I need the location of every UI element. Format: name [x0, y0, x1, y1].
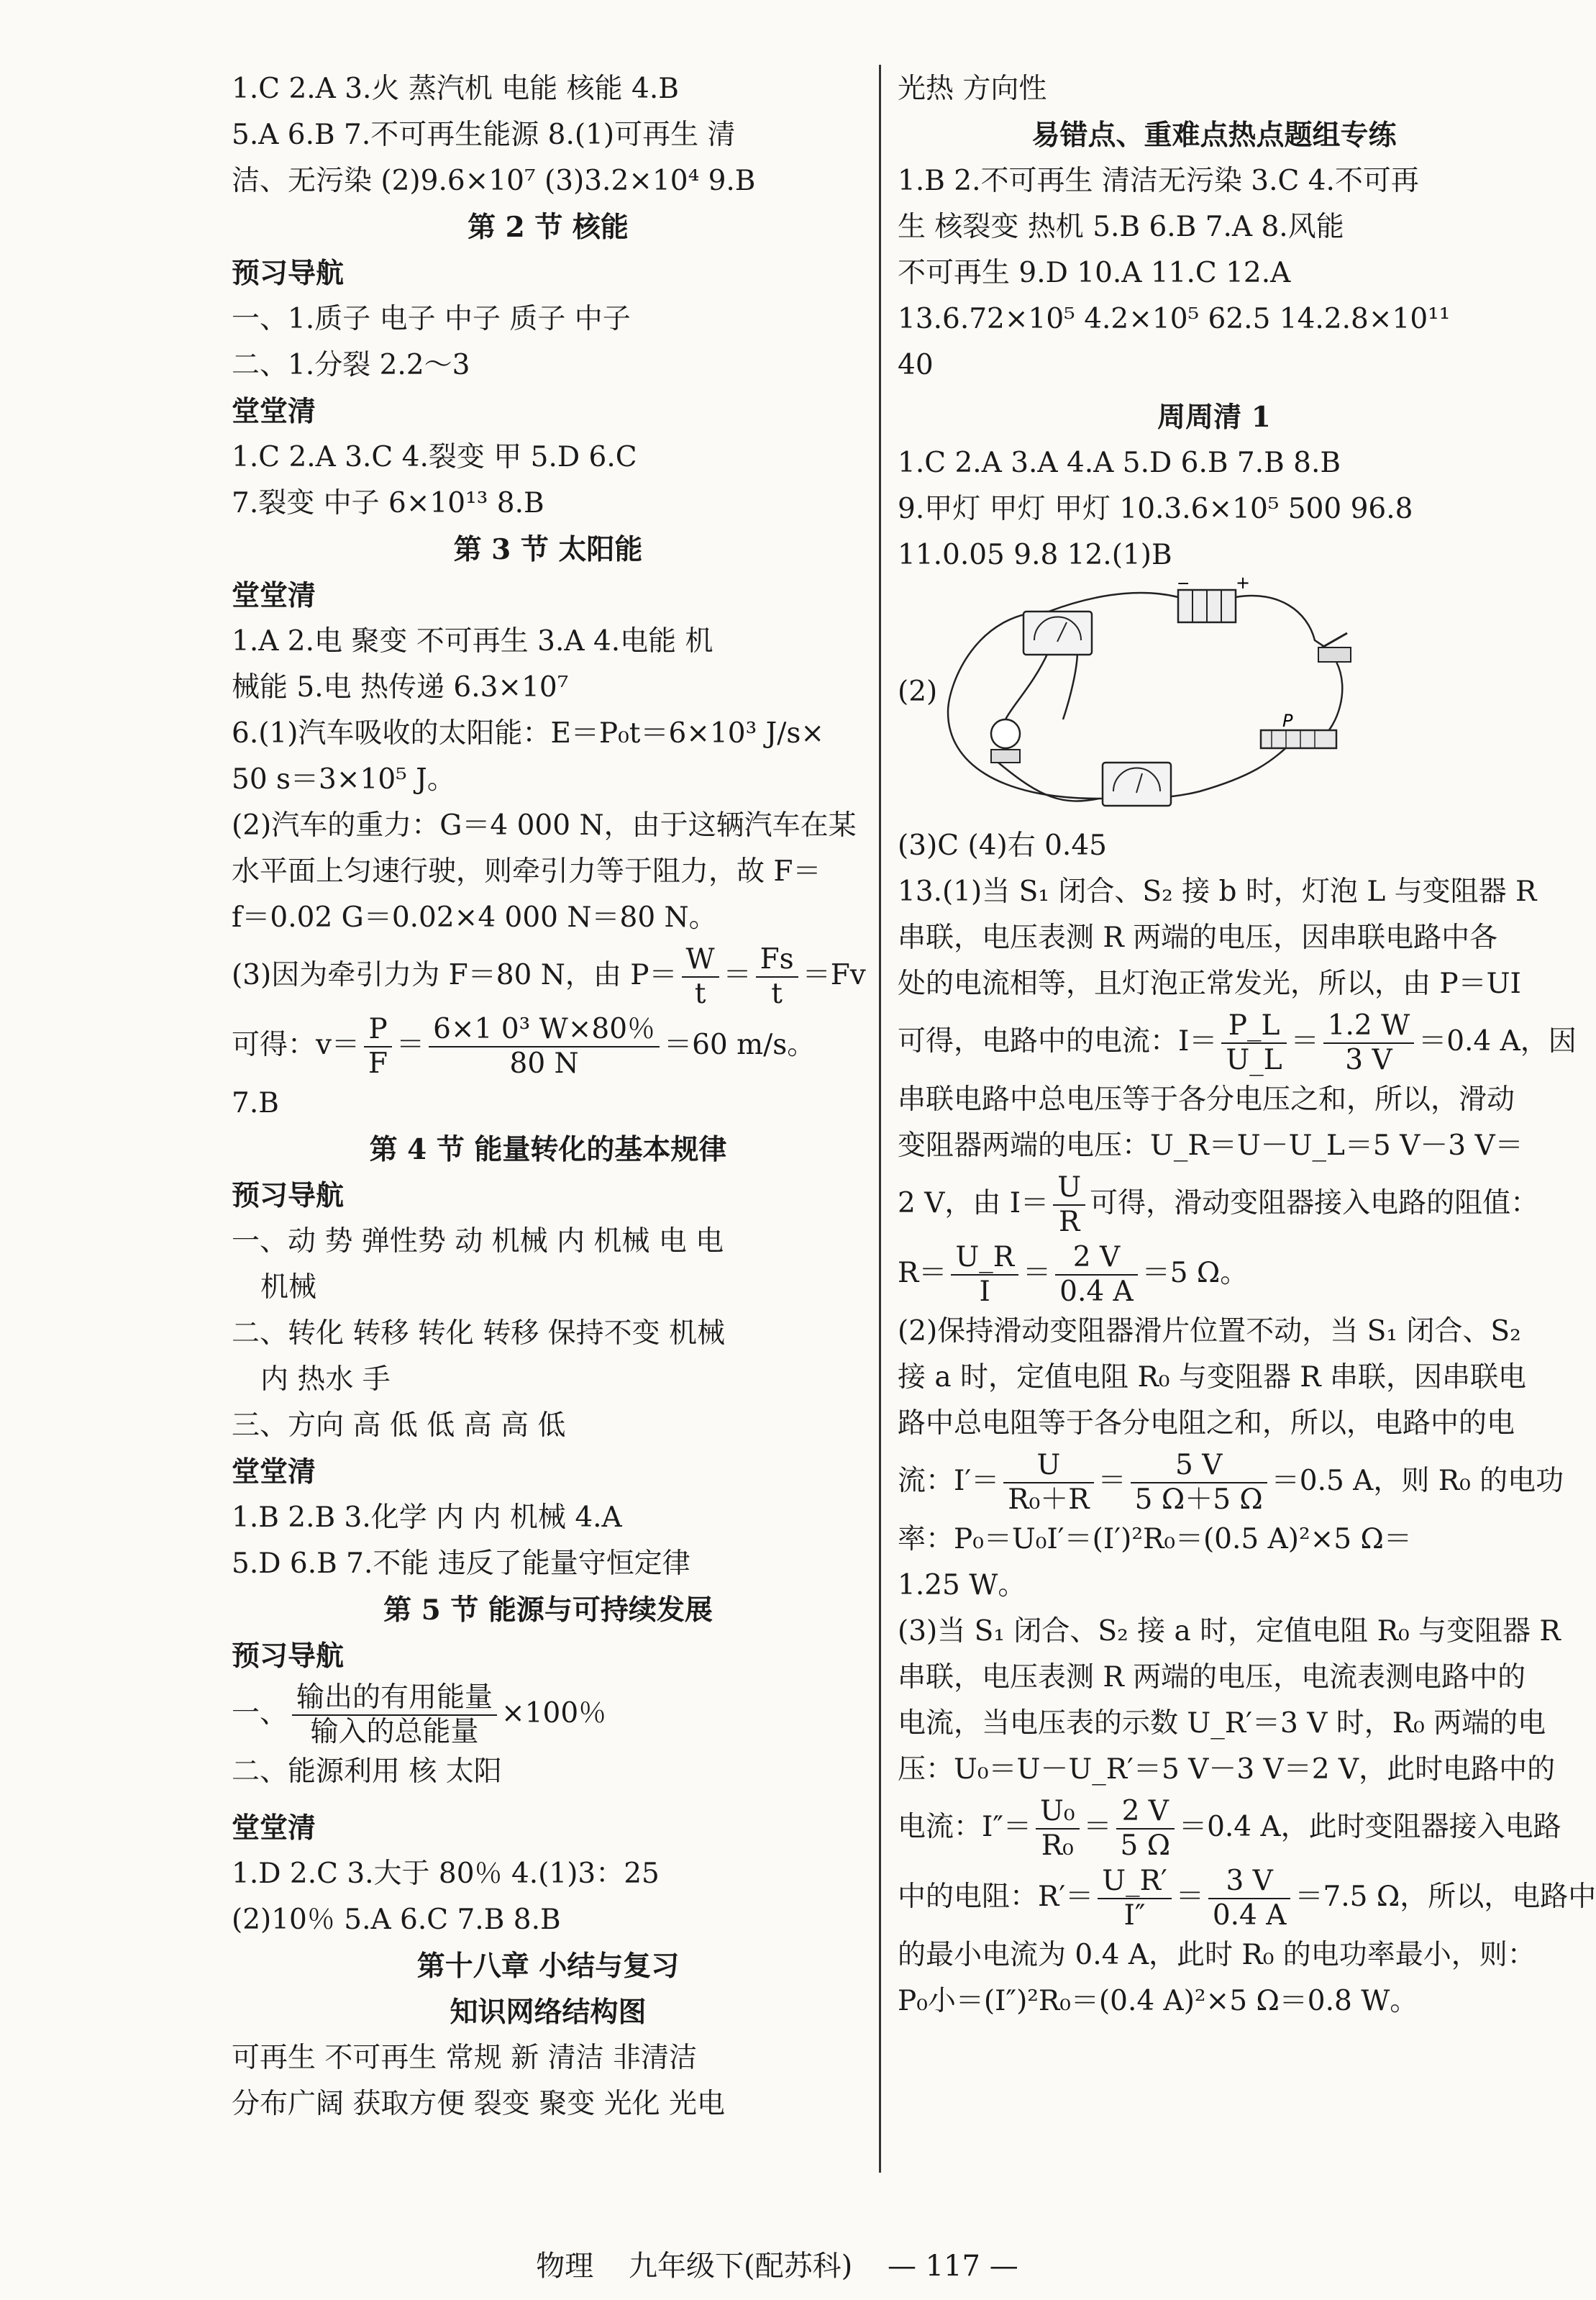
answer-line: 7.B: [232, 1087, 279, 1119]
formula-text: ＝: [1290, 1025, 1319, 1058]
solution-line: 串联，电压表测 R 两端的电压，电流表测电路中的: [898, 1661, 1526, 1694]
section-title: 易错点、重难点热点题组专练: [1031, 119, 1397, 152]
formula-text: ＝: [1083, 1811, 1112, 1843]
answer-line: 可再生 不可再生 常规 新 清洁 非清洁: [232, 2042, 697, 2074]
formula-text: (3)因为牵引力为 F＝80 N，由 P＝: [232, 959, 678, 991]
fraction: [429, 1013, 660, 1081]
right-column: [898, 66, 1596, 2024]
formula-text: ＝5 Ω。: [1141, 1257, 1249, 1289]
formula-text: ＝Fv: [802, 959, 866, 991]
numerator: P_L: [1221, 1009, 1286, 1044]
formula-text: ＝: [396, 1029, 425, 1061]
answer-line: (2)汽车的重力：G＝4 000 N，由于这辆汽车在某: [232, 809, 857, 842]
denominator: R₀＋R: [1008, 1483, 1090, 1516]
subheading: 堂堂清: [232, 579, 316, 612]
fraction: [1098, 1865, 1172, 1932]
solution-line: (3)当 S₁ 闭合、S₂ 接 a 时，定值电阻 R₀ 与变阻器 R: [898, 1615, 1561, 1647]
subheading: 预习导航: [232, 257, 345, 290]
formula-text: ＝0.4 A，因: [1418, 1025, 1577, 1058]
formula-line: [898, 1447, 1564, 1517]
denominator: 5 Ω＋5 Ω: [1134, 1483, 1263, 1516]
fraction: [364, 1013, 392, 1081]
answer-line: 50 s＝3×10⁵ J。: [232, 763, 455, 796]
figure-label: (2): [898, 676, 938, 708]
bulb-icon: [991, 719, 1020, 763]
formula-text: ＝0.4 A，此时变阻器接入电路: [1179, 1811, 1561, 1843]
fraction: [1131, 1449, 1267, 1517]
denominator: 0.4 A: [1059, 1276, 1134, 1308]
formula-text: ＝: [1023, 1257, 1052, 1289]
section-title: 第 5 节 能源与可持续发展: [383, 1594, 713, 1627]
answer-line: 13.6.72×10⁵ 4.2×10⁵ 62.5 14.2.8×10¹¹: [898, 303, 1451, 335]
formula-text: 可得，电路中的电流：I＝: [898, 1025, 1218, 1058]
subheading: 堂堂清: [232, 395, 316, 428]
answer-line: 一、动 势 弹性势 动 机械 内 机械 电 电: [232, 1225, 724, 1258]
answer-line: 水平面上匀速行驶，则牵引力等于阻力，故 F＝: [232, 855, 821, 888]
numerator: W: [682, 943, 719, 978]
section-title: 第 2 节 核能: [468, 211, 629, 244]
answer-line: 生 核裂变 热机 5.B 6.B 7.A 8.风能: [898, 211, 1344, 243]
formula-line: [898, 1239, 1531, 1309]
voltmeter-icon: [1023, 612, 1092, 655]
page-number: — 117 —: [887, 2250, 1018, 2283]
fraction: [1036, 1795, 1080, 1863]
answer-line: 5.A 6.B 7.不可再生能源 8.(1)可再生 清: [232, 119, 736, 151]
formula-text: 一、: [232, 1697, 288, 1729]
denominator: 80 N: [509, 1047, 579, 1080]
numerator: U₀: [1036, 1795, 1080, 1829]
answer-line: 械能 5.电 热传递 6.3×10⁷: [232, 671, 569, 704]
subheading: 预习导航: [232, 1640, 345, 1673]
answer-line: 1.B 2.不可再生 清洁无污染 3.C 4.不可再: [898, 165, 1419, 197]
fraction: [292, 1681, 497, 1749]
fraction: [1003, 1449, 1093, 1517]
subheading: 预习导航: [232, 1179, 345, 1212]
footer-grade: 九年级下(配苏科): [629, 2250, 853, 2283]
formula-text: R＝: [898, 1257, 947, 1289]
numerator: U_R: [951, 1241, 1018, 1276]
fraction: [756, 943, 798, 1011]
formula-text: ＝: [1175, 1881, 1204, 1913]
answer-line: 光热 方向性: [898, 73, 1047, 105]
answer-line: 分布广阔 获取方便 裂变 聚变 光化 光电: [232, 2088, 725, 2120]
formula-text: 2 V，由 I＝: [898, 1187, 1049, 1219]
answer-line: 内 热水 手: [260, 1363, 391, 1396]
denominator: 输入的总能量: [310, 1716, 479, 1748]
answer-line: 二、能源利用 核 太阳: [232, 1755, 502, 1788]
denominator: 5 Ω: [1120, 1829, 1171, 1862]
numerator: 2 V: [1116, 1795, 1175, 1829]
denominator: R₀: [1041, 1829, 1074, 1862]
denominator: 3 V: [1345, 1044, 1392, 1076]
section-title: 第 4 节 能量转化的基本规律: [369, 1133, 727, 1166]
formula-text: 可得，滑动变阻器接入电路的阻值：: [1090, 1187, 1539, 1219]
formula-line: [232, 1679, 865, 1749]
solution-line: 电流，当电压表的示数 U_R′＝3 V 时，R₀ 两端的电: [898, 1707, 1546, 1740]
solution-line: 率：P₀＝U₀I′＝(I′)²R₀＝(0.5 A)²×5 Ω＝: [898, 1523, 1412, 1555]
formula-text: 电流：I″＝: [898, 1811, 1031, 1843]
formula-line: [898, 1863, 1596, 1932]
denominator: t: [771, 978, 783, 1010]
formula-line: [898, 1169, 1539, 1239]
switch-icon: [1318, 633, 1351, 662]
fraction: [1208, 1865, 1291, 1932]
answer-line: (3)C (4)右 0.45: [898, 829, 1107, 862]
formula-text: ＝0.5 A，则 R₀ 的电功: [1271, 1465, 1564, 1497]
answer-line: 机械: [260, 1271, 317, 1304]
fraction: [1116, 1795, 1175, 1863]
denominator: t: [694, 978, 706, 1010]
subheading: 堂堂清: [232, 1455, 316, 1488]
numerator: U_R′: [1098, 1865, 1172, 1899]
column-divider: [879, 65, 881, 2173]
subheading: 堂堂清: [232, 1812, 316, 1845]
numerator: 输出的有用能量: [292, 1681, 497, 1716]
solution-line: P₀小＝(I″)²R₀＝(0.4 A)²×5 Ω＝0.8 W。: [898, 1985, 1418, 2017]
answer-line: (2)10％ 5.A 6.C 7.B 8.B: [232, 1904, 561, 1936]
solution-line: 串联，电压表测 R 两端的电压，因串联电路中各: [898, 922, 1498, 954]
footer-subject: 物理: [536, 2250, 594, 2283]
solution-line: 压：U₀＝U－U_R′＝5 V－3 V＝2 V，此时电路中的: [898, 1753, 1556, 1786]
formula-text: 中的电阻：R′＝: [898, 1881, 1094, 1913]
formula-text: ＝60 m/s。: [664, 1029, 816, 1061]
fraction: [1221, 1009, 1286, 1077]
denominator: U_L: [1226, 1044, 1282, 1076]
denominator: R: [1058, 1206, 1080, 1238]
solution-line: (2)保持滑动变阻器滑片位置不动，当 S₁ 闭合、S₂: [898, 1315, 1521, 1347]
formula-line: [898, 1007, 1577, 1077]
answer-line: 1.A 2.电 聚变 不可再生 3.A 4.电能 机: [232, 625, 713, 658]
answer-line: 9.甲灯 甲灯 甲灯 10.3.6×10⁵ 500 96.8: [898, 493, 1413, 525]
numerator: U: [1003, 1449, 1093, 1483]
denominator: I″: [1123, 1899, 1146, 1932]
answer-line: 二、转化 转移 转化 转移 保持不变 机械: [232, 1317, 725, 1350]
fraction: [682, 943, 719, 1011]
circuit-diagram: [934, 573, 1394, 820]
formula-line: [232, 941, 865, 1011]
chapter-subtitle: 知识网络结构图: [450, 1996, 647, 2029]
answer-line: 1.C 2.A 3.C 4.裂变 甲 5.D 6.C: [232, 441, 637, 473]
formula-line: [232, 1011, 865, 1081]
numerator: 3 V: [1208, 1865, 1291, 1899]
solution-line: 接 a 时，定值电阻 R₀ 与变阻器 R 串联，因串联电: [898, 1361, 1526, 1394]
numerator: 2 V: [1055, 1241, 1138, 1276]
formula-text: 可得：v＝: [232, 1029, 360, 1061]
answer-line: 40: [898, 349, 934, 381]
answer-line: f＝0.02 G＝0.02×4 000 N＝80 N。: [232, 901, 717, 934]
formula-line: [898, 1793, 1561, 1863]
answer-line: 7.裂变 中子 6×10¹³ 8.B: [232, 487, 544, 519]
answer-line: 1.B 2.B 3.化学 内 内 机械 4.A: [232, 1501, 622, 1534]
solution-line: 路中总电阻等于各分电阻之和，所以，电路中的电: [898, 1407, 1515, 1440]
answer-line: 1.C 2.A 3.A 4.A 5.D 6.B 7.B 8.B: [898, 447, 1341, 479]
fraction: [1323, 1009, 1415, 1077]
answer-line: 不可再生 9.D 10.A 11.C 12.A: [898, 257, 1291, 289]
answer-line: 6.(1)汽车吸收的太阳能：E＝P₀t＝6×10³ J/s×: [232, 717, 825, 750]
ammeter-icon: [1103, 763, 1171, 806]
left-column: [232, 66, 865, 2127]
numerator: 5 V: [1131, 1449, 1267, 1483]
numerator: U: [1053, 1171, 1085, 1206]
rheostat-icon: [1261, 711, 1336, 748]
fraction: [951, 1241, 1018, 1309]
solution-line: 的最小电流为 0.4 A，此时 R₀ 的电功率最小，则：: [898, 1939, 1536, 1971]
page-footer: [0, 2243, 1554, 2284]
minus-sign: −: [1177, 575, 1190, 593]
solution-line: 13.(1)当 S₁ 闭合、S₂ 接 b 时，灯泡 L 与变阻器 R: [898, 876, 1537, 908]
numerator: Fs: [756, 943, 798, 978]
circuit-figure: [898, 573, 1531, 820]
answer-line: 1.D 2.C 3.大于 80％ 4.(1)3：25: [232, 1858, 660, 1890]
numerator: P: [364, 1013, 392, 1047]
formula-text: ＝: [723, 959, 752, 991]
section-title: 周周清 1: [1157, 401, 1271, 434]
fraction: [1055, 1241, 1138, 1309]
solution-line: 1.25 W。: [898, 1569, 1026, 1601]
denominator: F: [368, 1047, 388, 1080]
section-title: 第 3 节 太阳能: [453, 533, 643, 566]
answer-line: 11.0.05 9.8 12.(1)B: [898, 539, 1172, 571]
denominator: 0.4 A: [1212, 1899, 1287, 1932]
plus-sign: +: [1236, 573, 1251, 593]
answer-line: 5.D 6.B 7.不能 违反了能量守恒定律: [232, 1547, 690, 1580]
numerator: 6×1 0³ W×80％: [429, 1013, 660, 1047]
answer-line: 1.C 2.A 3.火 蒸汽机 电能 核能 4.B: [232, 73, 679, 105]
formula-text: ＝7.5 Ω，所以，电路中: [1295, 1881, 1596, 1913]
fraction: [1053, 1171, 1085, 1239]
answer-line: 二、1.分裂 2.2～3: [232, 349, 470, 381]
formula-text: 流：I′＝: [898, 1465, 1000, 1497]
formula-text: ×100％: [501, 1697, 607, 1729]
denominator: I: [979, 1276, 990, 1308]
solution-line: 串联电路中总电压等于各分电压之和，所以，滑动: [898, 1083, 1515, 1116]
chapter-title: 第十八章 小结与复习: [416, 1950, 680, 1983]
solution-line: 变阻器两端的电压：U_R＝U－U_L＝5 V－3 V＝: [898, 1129, 1523, 1162]
answer-line: 三、方向 高 低 低 高 高 低: [232, 1409, 566, 1442]
solution-line: 处的电流相等，且灯泡正常发光，所以，由 P＝UI: [898, 968, 1521, 1000]
numerator: 1.2 W: [1323, 1009, 1415, 1044]
slider-label: P: [1282, 711, 1293, 731]
answer-line: 洁、无污染 (2)9.6×10⁷ (3)3.2×10⁴ 9.B: [232, 165, 756, 197]
answer-line: 一、1.质子 电子 中子 质子 中子: [232, 303, 631, 335]
formula-text: ＝: [1098, 1465, 1126, 1497]
